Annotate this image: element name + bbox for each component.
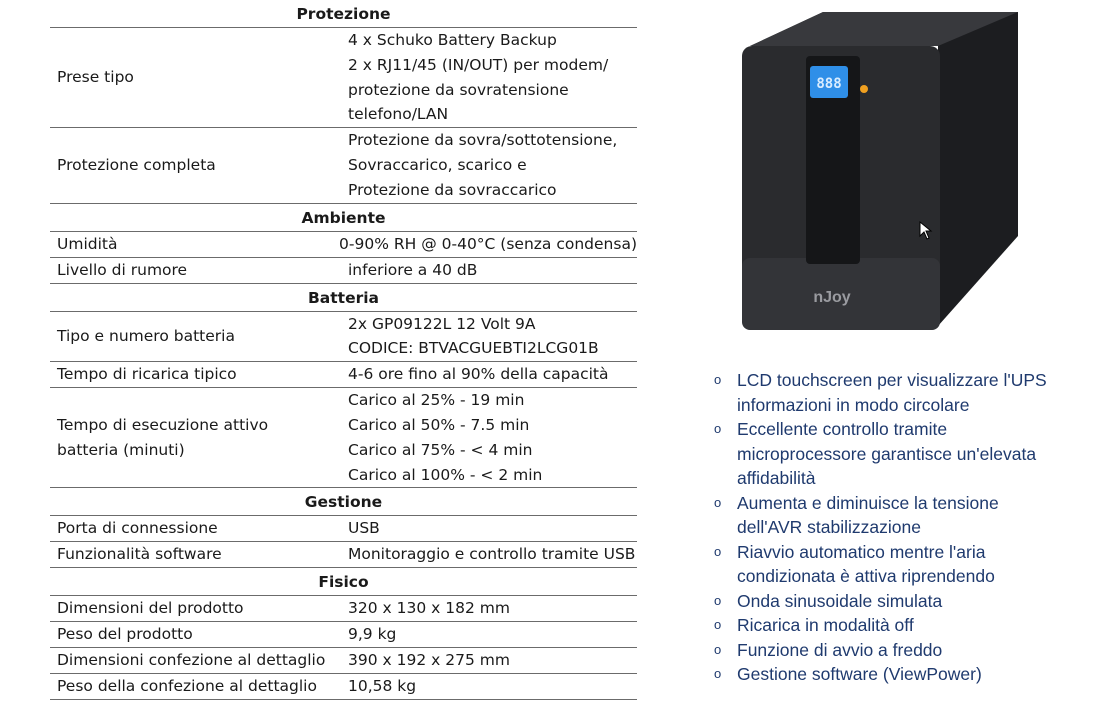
feature-text-line: LCD touchscreen per visualizzare l'UPS <box>737 370 1047 390</box>
feature-text-line: Ricarica in modalità off <box>737 615 914 635</box>
spec-label <box>50 28 348 127</box>
spec-label-line: Livello di rumore <box>57 260 188 279</box>
spec-value <box>348 542 637 567</box>
spec-value-line: Carico al 25% - 19 min <box>348 391 525 410</box>
spec-value <box>348 258 637 283</box>
feature-item <box>714 540 1084 589</box>
spec-row <box>50 596 637 622</box>
spec-value-line: 2x GP09122L 12 Volt 9A <box>348 314 536 333</box>
feature-list <box>714 368 1084 687</box>
spec-label <box>50 362 348 387</box>
spec-row <box>50 232 637 258</box>
spec-value-line: 4-6 ore fino al 90% della capacità <box>348 365 609 384</box>
spec-value-line: Monitoraggio e controllo tramite USB <box>348 545 636 564</box>
spec-label-line: batteria (minuti) <box>57 440 185 459</box>
spec-label-line: Porta di connessione <box>57 519 218 538</box>
spec-label <box>50 622 348 647</box>
spec-row <box>50 258 637 284</box>
spec-value <box>339 232 637 257</box>
bullet-circle-icon: o <box>714 666 722 681</box>
ups-status-led <box>860 85 868 93</box>
feature-item <box>714 491 1084 540</box>
feature-text-line: informazioni in modo circolare <box>737 394 970 415</box>
section-heading: Protezione <box>50 0 637 28</box>
ups-product-image <box>728 6 1028 338</box>
section-heading: Batteria <box>50 284 637 312</box>
spec-label <box>50 232 339 257</box>
spec-label <box>50 388 348 487</box>
spec-value-line: Carico al 100% - < 2 min <box>348 465 543 484</box>
section-heading: Ambiente <box>50 204 637 232</box>
feature-text-line: microprocessore garantisce un'elevata <box>737 443 1037 464</box>
spec-label-line: Umidità <box>57 234 118 253</box>
spec-row <box>50 516 637 542</box>
spec-value-line: Sovraccarico, scarico e <box>348 155 527 174</box>
spec-label-line: Protezione completa <box>57 155 216 174</box>
spec-value <box>348 516 637 541</box>
bullet-circle-icon: o <box>714 543 722 559</box>
spec-label-line: Tipo e numero batteria <box>57 326 235 345</box>
spec-value-line: 390 x 192 x 275 mm <box>348 651 510 670</box>
spec-value-line: protezione da sovratensione <box>348 80 569 99</box>
spec-value-line: 4 x Schuko Battery Backup <box>348 31 557 49</box>
feature-text-line: condizionata è attiva riprendendo <box>737 566 995 586</box>
spec-label-line: Peso del prodotto <box>57 625 193 644</box>
feature-item <box>714 368 1084 417</box>
ups-side-face <box>938 12 1018 326</box>
spec-label <box>50 312 348 362</box>
spec-table <box>50 0 637 700</box>
spec-label-line: Tempo di ricarica tipico <box>57 365 237 384</box>
spec-value <box>348 648 637 673</box>
ups-lcd-digits: 888 <box>816 76 842 92</box>
spec-value-line: 9,9 kg <box>348 625 397 644</box>
section-heading: Fisico <box>50 568 637 596</box>
spec-row <box>50 648 637 674</box>
spec-value-line: 10,58 kg <box>348 677 417 696</box>
spec-value <box>348 596 637 621</box>
spec-row <box>50 542 637 568</box>
spec-row <box>50 388 637 488</box>
feature-text-line: Eccellente controllo tramite <box>737 419 948 439</box>
spec-value-line: inferiore a 40 dB <box>348 260 478 279</box>
spec-label-line: Dimensioni del prodotto <box>57 599 244 618</box>
spec-row <box>50 128 637 203</box>
feature-item <box>714 613 1084 638</box>
spec-value-line: Protezione da sovraccarico <box>348 180 557 199</box>
feature-text-line: dell'AVR stabilizzazione <box>737 517 921 537</box>
spec-label-line: Prese tipo <box>57 68 134 87</box>
spec-label-line: Funzionalità software <box>57 545 222 564</box>
bullet-circle-icon: o <box>714 494 722 510</box>
spec-label-line: Tempo di esecuzione attivo <box>57 415 269 434</box>
spec-label <box>50 516 348 541</box>
spec-label <box>50 258 348 283</box>
spec-row <box>50 622 637 648</box>
ups-brand-logo: nJoy <box>813 289 851 306</box>
spec-label <box>50 674 348 699</box>
spec-value <box>348 28 637 127</box>
spec-row <box>50 674 637 700</box>
spec-label <box>50 128 348 202</box>
bullet-circle-icon: o <box>714 372 722 387</box>
spec-value-line: telefono/LAN <box>348 105 449 124</box>
spec-value-line: 0-90% RH @ 0-40°C (senza condensa) <box>339 234 637 253</box>
feature-item <box>714 662 1084 687</box>
spec-label <box>50 596 348 621</box>
feature-text-line: Aumenta e diminuisce la tensione <box>737 492 999 513</box>
spec-value <box>348 362 637 387</box>
feature-text-line: Funzione di avvio a freddo <box>737 639 943 660</box>
feature-item <box>714 638 1084 663</box>
feature-text-line: Riavvio automatico mentre l'aria <box>737 541 986 562</box>
feature-text-line: affidabilità <box>737 468 816 488</box>
feature-item <box>714 589 1084 614</box>
spec-value <box>348 128 637 202</box>
bullet-circle-icon: o <box>714 592 722 608</box>
bullet-circle-icon: o <box>714 617 722 632</box>
spec-row <box>50 362 637 388</box>
spec-label-line: Peso della confezione al dettaglio <box>57 677 317 696</box>
bullet-circle-icon: o <box>714 421 722 436</box>
spec-value-line: Protezione da sovra/sottotensione, <box>348 131 618 150</box>
spec-value <box>348 388 637 487</box>
spec-label <box>50 542 348 567</box>
spec-label-line: Dimensioni confezione al dettaglio <box>57 651 326 670</box>
section-heading: Gestione <box>50 488 637 516</box>
feature-item <box>714 417 1084 491</box>
feature-text-line: Gestione software (ViewPower) <box>737 664 982 684</box>
spec-value <box>348 674 637 699</box>
spec-row <box>50 312 637 363</box>
spec-value-line: 2 x RJ11/45 (IN/OUT) per modem/ <box>348 55 609 74</box>
spec-value-line: 320 x 130 x 182 mm <box>348 599 510 618</box>
spec-value-line: CODICE: BTVACGUEBTI2LCG01B <box>348 339 599 358</box>
spec-value-line: Carico al 50% - 7.5 min <box>348 415 530 434</box>
spec-label <box>50 648 348 673</box>
bullet-circle-icon: o <box>714 641 722 657</box>
spec-row <box>50 28 637 128</box>
spec-value <box>348 312 637 362</box>
spec-value-line: USB <box>348 519 380 538</box>
feature-text-line: Onda sinusoidale simulata <box>737 590 943 611</box>
spec-value-line: Carico al 75% - < 4 min <box>348 440 533 459</box>
spec-value <box>348 622 637 647</box>
